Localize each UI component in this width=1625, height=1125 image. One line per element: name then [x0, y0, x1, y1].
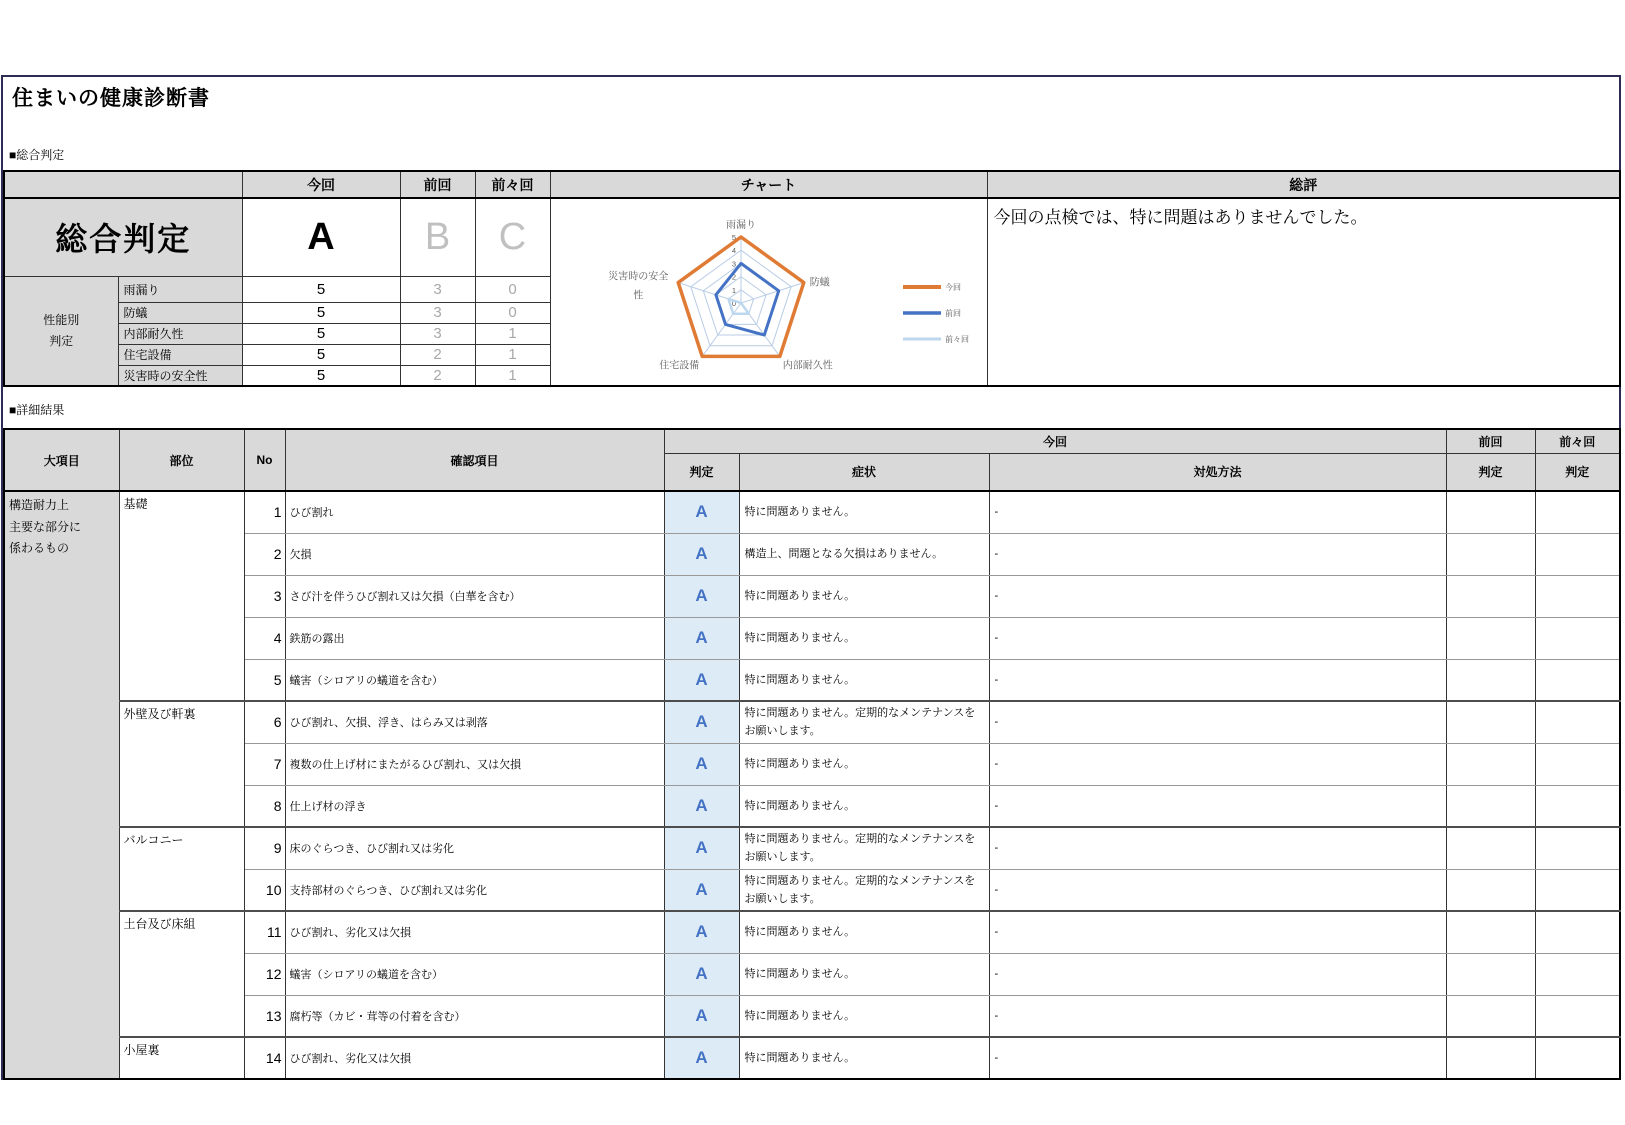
before-previous-judgment-cell [1535, 953, 1620, 995]
report-sheet [1, 75, 1621, 1080]
symptom-text: 特に問題ありません。定期的なメンテナンスをお願いします。 [739, 701, 989, 743]
table-row [4, 911, 1620, 953]
judgment-grade: A [664, 701, 739, 743]
overall-grade-before-previous: C [475, 198, 550, 276]
previous-judgment-cell [1446, 1037, 1535, 1079]
detail-header-check-item: 確認項目 [285, 429, 664, 491]
row-number: 11 [244, 911, 285, 953]
performance-category-label [4, 276, 118, 386]
treatment-text: - [989, 995, 1446, 1037]
before-previous-judgment-cell [1535, 491, 1620, 533]
judgment-grade: A [664, 911, 739, 953]
radar-axis-label: 内部耐久性 [782, 360, 833, 372]
check-item: ひび割れ、劣化又は欠損 [285, 911, 664, 953]
judgment-grade: A [664, 575, 739, 617]
category-label-line: 判定 [49, 333, 74, 348]
symptom-text: 特に問題ありません。 [739, 659, 989, 701]
previous-judgment-cell [1446, 743, 1535, 785]
row-number: 6 [244, 701, 285, 743]
symptom-text: 特に問題ありません。 [739, 491, 989, 533]
radar-tick-label: 2 [731, 272, 736, 282]
legend-label: 前回 [944, 309, 961, 318]
previous-judgment-cell [1446, 617, 1535, 659]
perf-value-previous: 3 [400, 323, 475, 344]
judgment-grade: A [664, 995, 739, 1037]
table-row [4, 575, 1620, 617]
previous-judgment-cell [1446, 491, 1535, 533]
perf-value-current: 5 [242, 276, 400, 302]
judgment-grade: A [664, 827, 739, 869]
category-line: 係わるもの [9, 541, 70, 556]
row-number: 3 [244, 575, 285, 617]
previous-judgment-cell [1446, 995, 1535, 1037]
before-previous-judgment-cell [1535, 659, 1620, 701]
radar-tick-label: 1 [731, 285, 736, 295]
perf-value-previous: 3 [400, 302, 475, 323]
table-row [4, 827, 1620, 869]
previous-judgment-cell [1446, 533, 1535, 575]
table-row [4, 953, 1620, 995]
judgment-grade: A [664, 491, 739, 533]
section-overall-label: ■総合判定 [9, 148, 65, 162]
check-item: さび汁を伴うひび割れ又は欠損（白華を含む） [285, 575, 664, 617]
symptom-text: 特に問題ありません。 [739, 1037, 989, 1079]
judgment-grade: A [664, 785, 739, 827]
perf-value-before-previous: 1 [475, 365, 550, 386]
symptom-text: 特に問題ありません。定期的なメンテナンスをお願いします。 [739, 827, 989, 869]
before-previous-judgment-cell [1535, 911, 1620, 953]
symptom-text: 特に問題ありません。 [739, 575, 989, 617]
part-cell: 外壁及び軒裏 [119, 701, 244, 827]
before-previous-judgment-cell [1535, 617, 1620, 659]
table-row [4, 995, 1620, 1037]
before-previous-judgment-cell [1535, 827, 1620, 869]
check-item: 欠損 [285, 533, 664, 575]
judgment-grade: A [664, 1037, 739, 1079]
before-previous-judgment-cell [1535, 743, 1620, 785]
symptom-text: 特に問題ありません。 [739, 743, 989, 785]
detail-header-current: 今回 [664, 429, 1446, 453]
symptom-text: 構造上、問題となる欠損はありません。 [739, 533, 989, 575]
symptom-text: 特に問題ありません。 [739, 617, 989, 659]
treatment-text: - [989, 785, 1446, 827]
check-item: 蟻害（シロアリの蟻道を含む） [285, 953, 664, 995]
page-title: 住まいの健康診断書 [12, 87, 210, 110]
judgment-grade: A [664, 533, 739, 575]
perf-value-current: 5 [242, 302, 400, 323]
treatment-text: - [989, 869, 1446, 911]
radar-axis-label: 住宅設備 [658, 360, 699, 372]
treatment-text: - [989, 617, 1446, 659]
perf-row-label: 内部耐久性 [118, 323, 242, 344]
perf-value-before-previous: 1 [475, 344, 550, 365]
table-row [4, 617, 1620, 659]
perf-row-label: 雨漏り [118, 276, 242, 302]
legend-label: 前々回 [944, 335, 969, 344]
table-row [4, 743, 1620, 785]
row-number: 2 [244, 533, 285, 575]
detail-header-part: 部位 [119, 429, 244, 491]
overall-judgment-label: 総合判定 [4, 198, 242, 276]
category-cell [4, 491, 119, 1079]
detail-header-no: No [244, 429, 285, 491]
check-item: ひび割れ、欠損、浮き、はらみ又は剥落 [285, 701, 664, 743]
summary-table [3, 170, 1621, 387]
previous-judgment-cell [1446, 785, 1535, 827]
summary-corner-cell [4, 171, 242, 198]
perf-value-current: 5 [242, 344, 400, 365]
treatment-text: - [989, 701, 1446, 743]
part-cell: 小屋裏 [119, 1037, 244, 1079]
part-cell: 土台及び床組 [119, 911, 244, 1037]
summary-header-comment: 総評 [987, 171, 1620, 198]
previous-judgment-cell [1446, 827, 1535, 869]
row-number: 8 [244, 785, 285, 827]
row-number: 12 [244, 953, 285, 995]
overall-grade-current: A [242, 198, 400, 276]
radar-tick-label: 0 [731, 299, 736, 308]
before-previous-judgment-cell [1535, 1037, 1620, 1079]
before-previous-judgment-cell [1535, 995, 1620, 1037]
before-previous-judgment-cell [1535, 575, 1620, 617]
check-item: ひび割れ、劣化又は欠損 [285, 1037, 664, 1079]
category-line: 主要な部分に [9, 519, 82, 534]
before-previous-judgment-cell [1535, 785, 1620, 827]
check-item: ひび割れ [285, 491, 664, 533]
detail-header-judgment: 判定 [664, 453, 739, 491]
radar-axis-label: 性 [632, 290, 643, 302]
radar-axis-label: 防蟻 [809, 277, 830, 289]
radar-tick-label: 3 [731, 259, 736, 269]
symptom-text: 特に問題ありません。 [739, 911, 989, 953]
previous-judgment-cell [1446, 953, 1535, 995]
summary-header-previous: 前回 [400, 171, 475, 198]
symptom-text: 特に問題ありません。 [739, 995, 989, 1037]
perf-value-current: 5 [242, 323, 400, 344]
row-number: 4 [244, 617, 285, 659]
category-label-line: 性能別 [43, 313, 80, 328]
check-item: 支持部材のぐらつき、ひび割れ又は劣化 [285, 869, 664, 911]
overall-grade-previous: B [400, 198, 475, 276]
radar-axis-label: 雨漏り [725, 220, 756, 231]
treatment-text: - [989, 953, 1446, 995]
detail-table-body [4, 491, 1620, 1079]
check-item: 床のぐらつき、ひび割れ又は劣化 [285, 827, 664, 869]
check-item: 腐朽等（カビ・茸等の付着を含む） [285, 995, 664, 1037]
treatment-text: - [989, 827, 1446, 869]
judgment-grade: A [664, 617, 739, 659]
legend-label: 今回 [944, 283, 961, 292]
perf-value-before-previous: 0 [475, 276, 550, 302]
treatment-text: - [989, 911, 1446, 953]
row-number: 1 [244, 491, 285, 533]
radar-chart-cell [550, 198, 987, 386]
detail-header-before-previous-judgment: 判定 [1535, 453, 1620, 491]
previous-judgment-cell [1446, 701, 1535, 743]
summary-header-current: 今回 [242, 171, 400, 198]
perf-value-before-previous: 0 [475, 302, 550, 323]
treatment-text: - [989, 533, 1446, 575]
table-row [4, 869, 1620, 911]
summary-header-before-previous: 前々回 [475, 171, 550, 198]
table-row [4, 701, 1620, 743]
detail-header-previous-judgment: 判定 [1446, 453, 1535, 491]
symptom-text: 特に問題ありません。定期的なメンテナンスをお願いします。 [739, 869, 989, 911]
judgment-grade: A [664, 953, 739, 995]
table-row [4, 785, 1620, 827]
perf-row-label: 災害時の安全性 [118, 365, 242, 386]
judgment-grade: A [664, 869, 739, 911]
perf-value-previous: 2 [400, 365, 475, 386]
perf-value-current: 5 [242, 365, 400, 386]
table-row [4, 1037, 1620, 1079]
row-number: 10 [244, 869, 285, 911]
symptom-text: 特に問題ありません。 [739, 785, 989, 827]
perf-row-label: 防蟻 [118, 302, 242, 323]
table-row [4, 533, 1620, 575]
radar-tick-label: 4 [731, 246, 736, 256]
check-item: 蟻害（シロアリの蟻道を含む） [285, 659, 664, 701]
perf-value-previous: 3 [400, 276, 475, 302]
previous-judgment-cell [1446, 869, 1535, 911]
symptom-text: 特に問題ありません。 [739, 953, 989, 995]
section-detail-label: ■詳細結果 [9, 403, 65, 417]
row-number: 13 [244, 995, 285, 1037]
before-previous-judgment-cell [1535, 533, 1620, 575]
detail-header-treatment: 対処方法 [989, 453, 1446, 491]
before-previous-judgment-cell [1535, 869, 1620, 911]
judgment-grade: A [664, 743, 739, 785]
table-row [4, 659, 1620, 701]
part-cell: バルコニー [119, 827, 244, 911]
detail-table [3, 428, 1621, 1080]
row-number: 7 [244, 743, 285, 785]
radar-chart [551, 199, 984, 380]
table-row [4, 491, 1620, 533]
previous-judgment-cell [1446, 575, 1535, 617]
detail-header-symptom: 症状 [739, 453, 989, 491]
perf-value-previous: 2 [400, 344, 475, 365]
treatment-text: - [989, 743, 1446, 785]
perf-value-before-previous: 1 [475, 323, 550, 344]
treatment-text: - [989, 575, 1446, 617]
row-number: 9 [244, 827, 285, 869]
treatment-text: - [989, 1037, 1446, 1079]
radar-tick-label: 5 [731, 233, 736, 242]
detail-header-before-previous: 前々回 [1535, 429, 1620, 453]
check-item: 複数の仕上げ材にまたがるひび割れ、又は欠損 [285, 743, 664, 785]
judgment-grade: A [664, 659, 739, 701]
previous-judgment-cell [1446, 659, 1535, 701]
treatment-text: - [989, 659, 1446, 701]
detail-header-category: 大項目 [4, 429, 119, 491]
row-number: 14 [244, 1037, 285, 1079]
detail-header-previous: 前回 [1446, 429, 1535, 453]
summary-header-chart: チャート [550, 171, 987, 198]
check-item: 鉄筋の露出 [285, 617, 664, 659]
category-line: 構造耐力上 [9, 498, 70, 512]
before-previous-judgment-cell [1535, 701, 1620, 743]
overall-comment: 今回の点検では、特に問題はありませんでした。 [987, 198, 1620, 386]
perf-row-label: 住宅設備 [118, 344, 242, 365]
treatment-text: - [989, 491, 1446, 533]
part-cell: 基礎 [119, 491, 244, 701]
radar-axis-label: 災害時の安全 [607, 271, 668, 283]
check-item: 仕上げ材の浮き [285, 785, 664, 827]
row-number: 5 [244, 659, 285, 701]
previous-judgment-cell [1446, 911, 1535, 953]
